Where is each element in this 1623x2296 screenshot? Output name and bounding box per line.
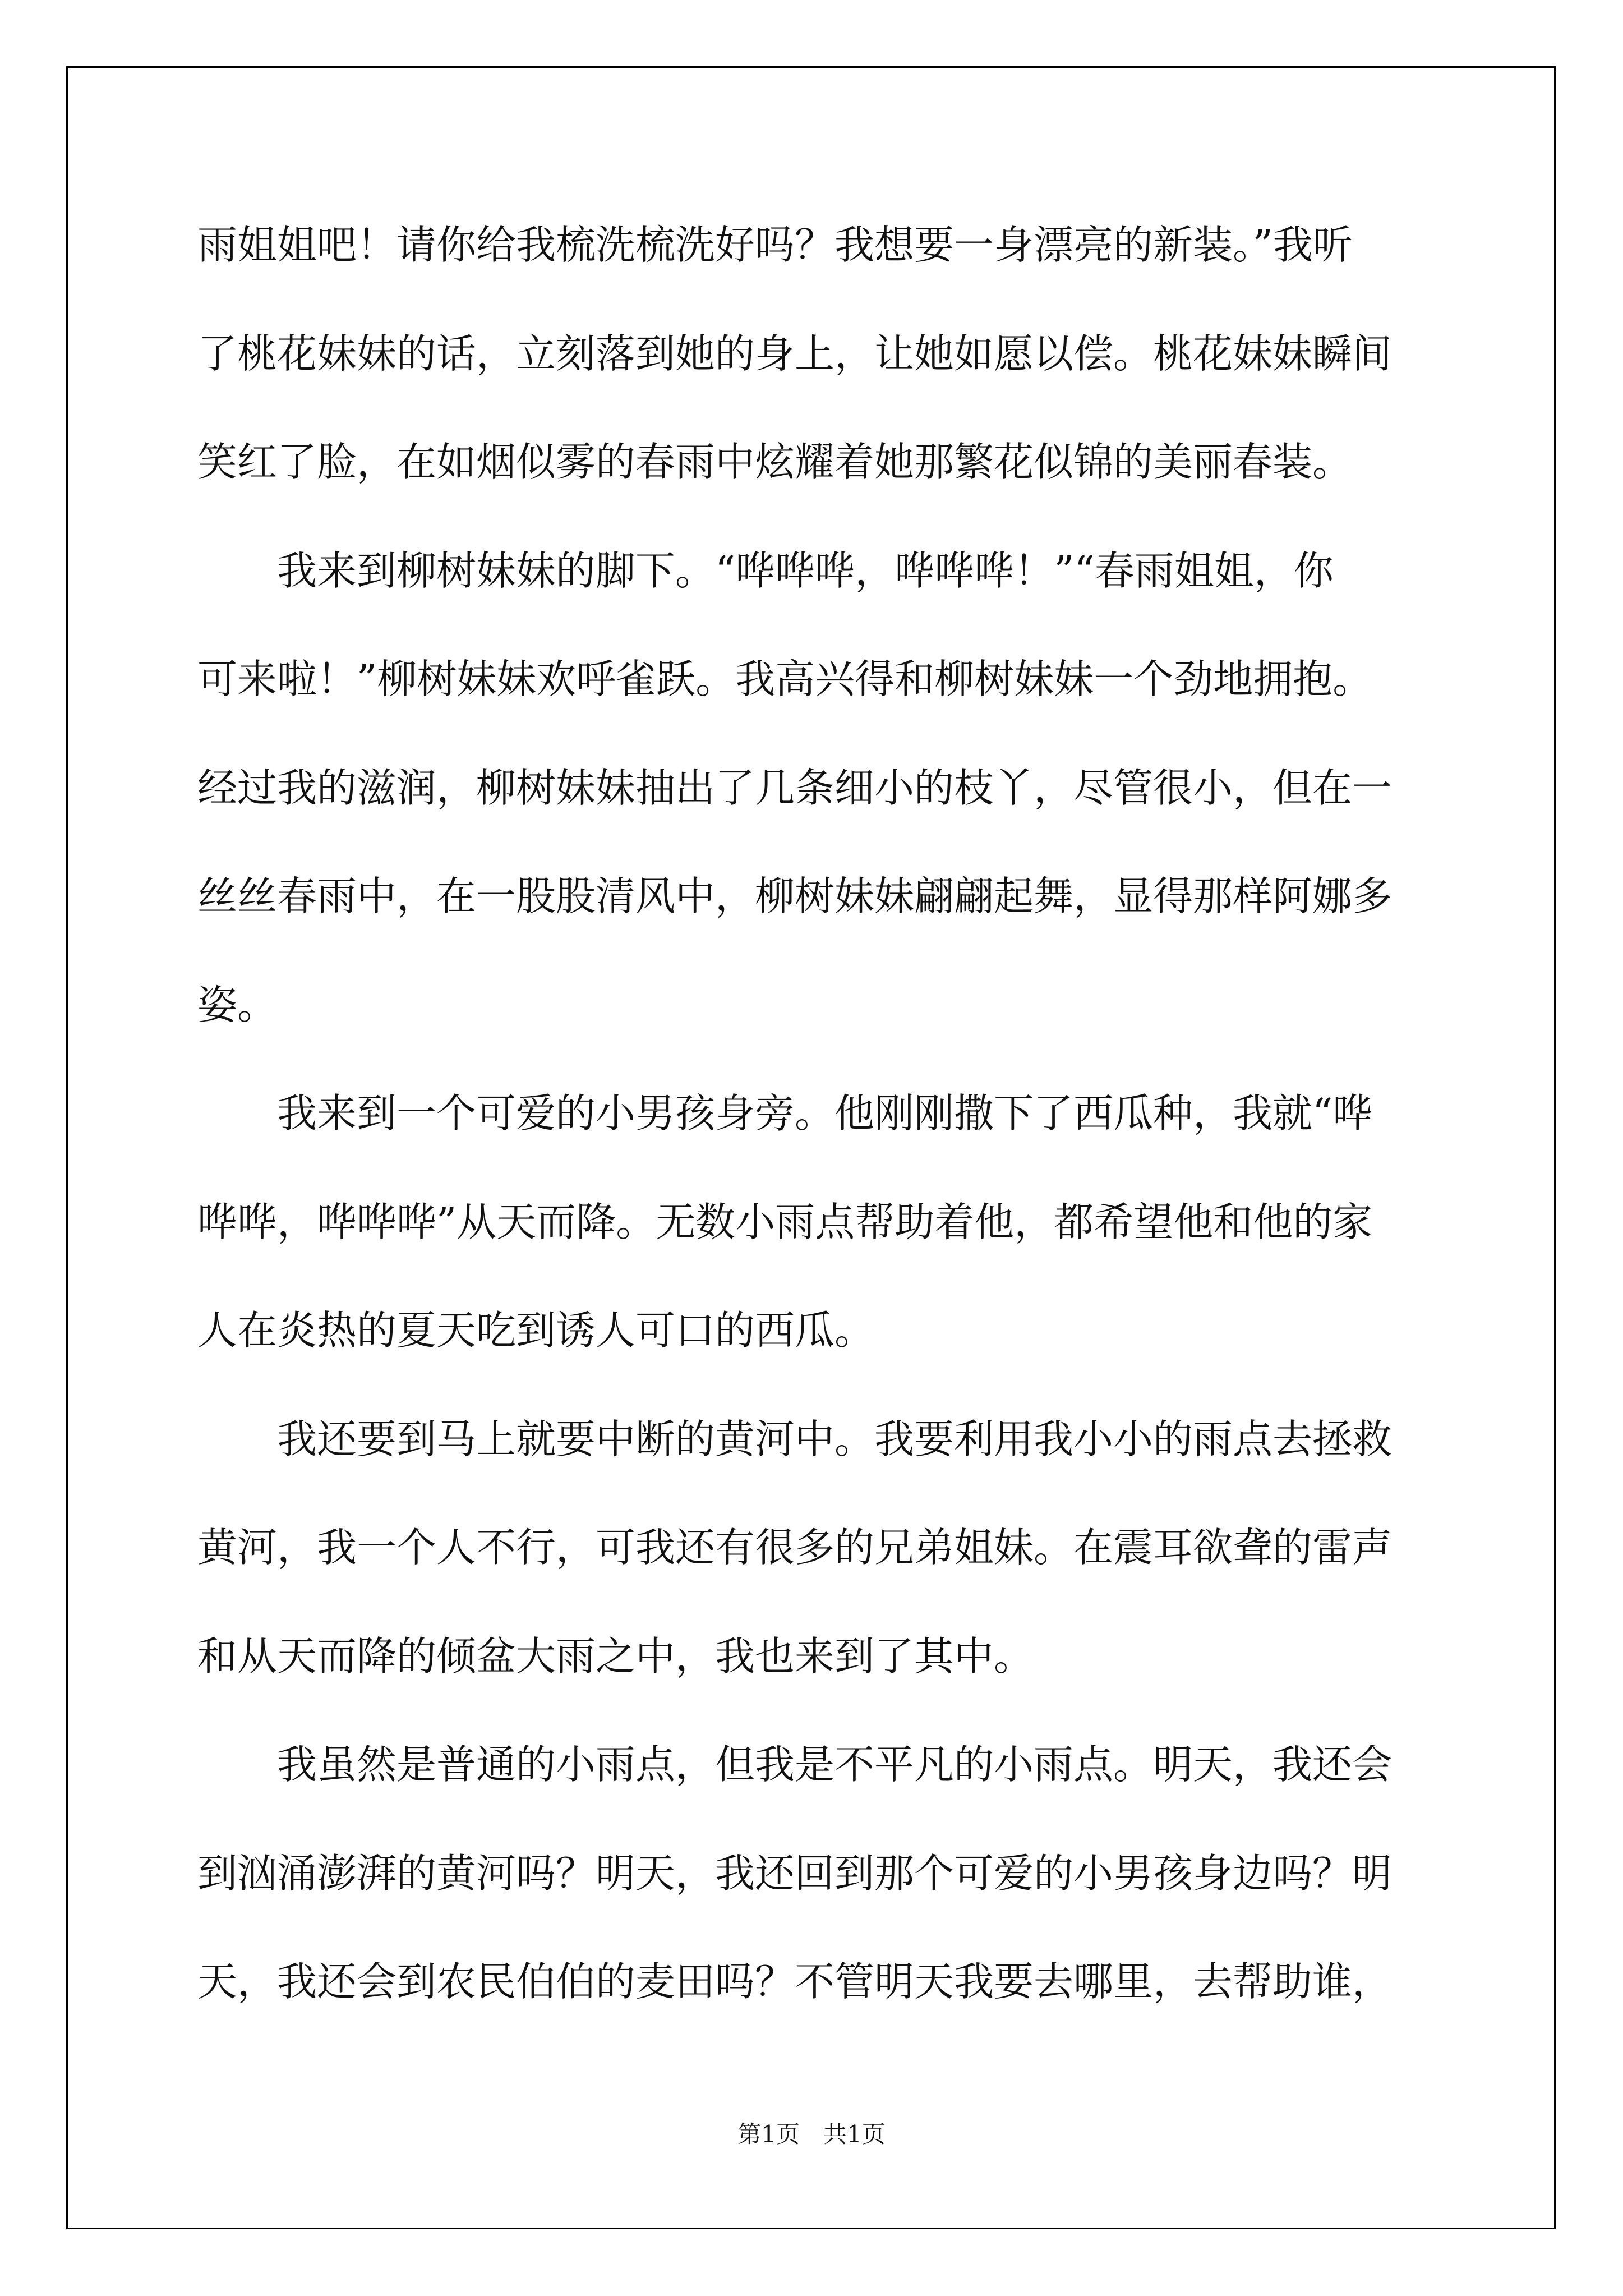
text-line: 天，我还会到农民伯伯的麦田吗？不管明天我要去哪里，去帮助谁， xyxy=(197,1958,1393,2005)
text-line: 我来到一个可爱的小男孩身旁。他刚刚撒下了西瓜种，我就“哗 xyxy=(197,1090,1373,1137)
page-footer: 第1页 共1页 xyxy=(737,2120,886,2148)
text-line: 丝丝春雨中，在一股股清风中，柳树妹妹翩翩起舞，显得那样阿娜多 xyxy=(197,873,1393,919)
document-body xyxy=(197,217,1431,2062)
text-line: 黄河，我一个人不行，可我还有很多的兄弟姐妹。在震耳欲聋的雷声 xyxy=(197,1524,1393,1571)
text-line: 我还要到马上就要中断的黄河中。我要利用我小小的雨点去拯救 xyxy=(197,1415,1393,1462)
text-line: 哗哗，哗哗哗”从天而降。无数小雨点帮助着他，都希望他和他的家 xyxy=(197,1198,1373,1245)
text-line: 和从天而降的倾盆大雨之中，我也来到了其中。 xyxy=(197,1632,1034,1680)
text-line: 了桃花妹妹的话，立刻落到她的身上，让她如愿以偿。桃花妹妹瞬间 xyxy=(197,330,1393,377)
text-line: 笑红了脸，在如烟似雾的春雨中炫耀着她那繁花似锦的美丽春装。 xyxy=(197,439,1353,485)
text-line: 可来啦！”柳树妹妹欢呼雀跃。我高兴得和柳树妹妹一个劲地拥抱。 xyxy=(197,656,1373,702)
text-line: 我虽然是普通的小雨点，但我是不平凡的小雨点。明天，我还会 xyxy=(197,1741,1393,1788)
text-line: 经过我的滋润，柳树妹妹抽出了几条细小的枝丫，尽管很小，但在一 xyxy=(197,764,1393,811)
text-line: 姿。 xyxy=(197,981,278,1028)
text-line: 人在炎热的夏天吃到诱人可口的西瓜。 xyxy=(197,1307,875,1354)
text-line: 我来到柳树妹妹的脚下。“哗哗哗，哗哗哗！”“春雨姐姐，你 xyxy=(197,547,1334,594)
text-line: 到汹涌澎湃的黄河吗？明天，我还回到那个可爱的小男孩身边吗？明 xyxy=(197,1849,1393,1897)
text-line: 雨姐姐吧！请你给我梳洗梳洗好吗？我想要一身漂亮的新装。”我听 xyxy=(197,222,1353,268)
